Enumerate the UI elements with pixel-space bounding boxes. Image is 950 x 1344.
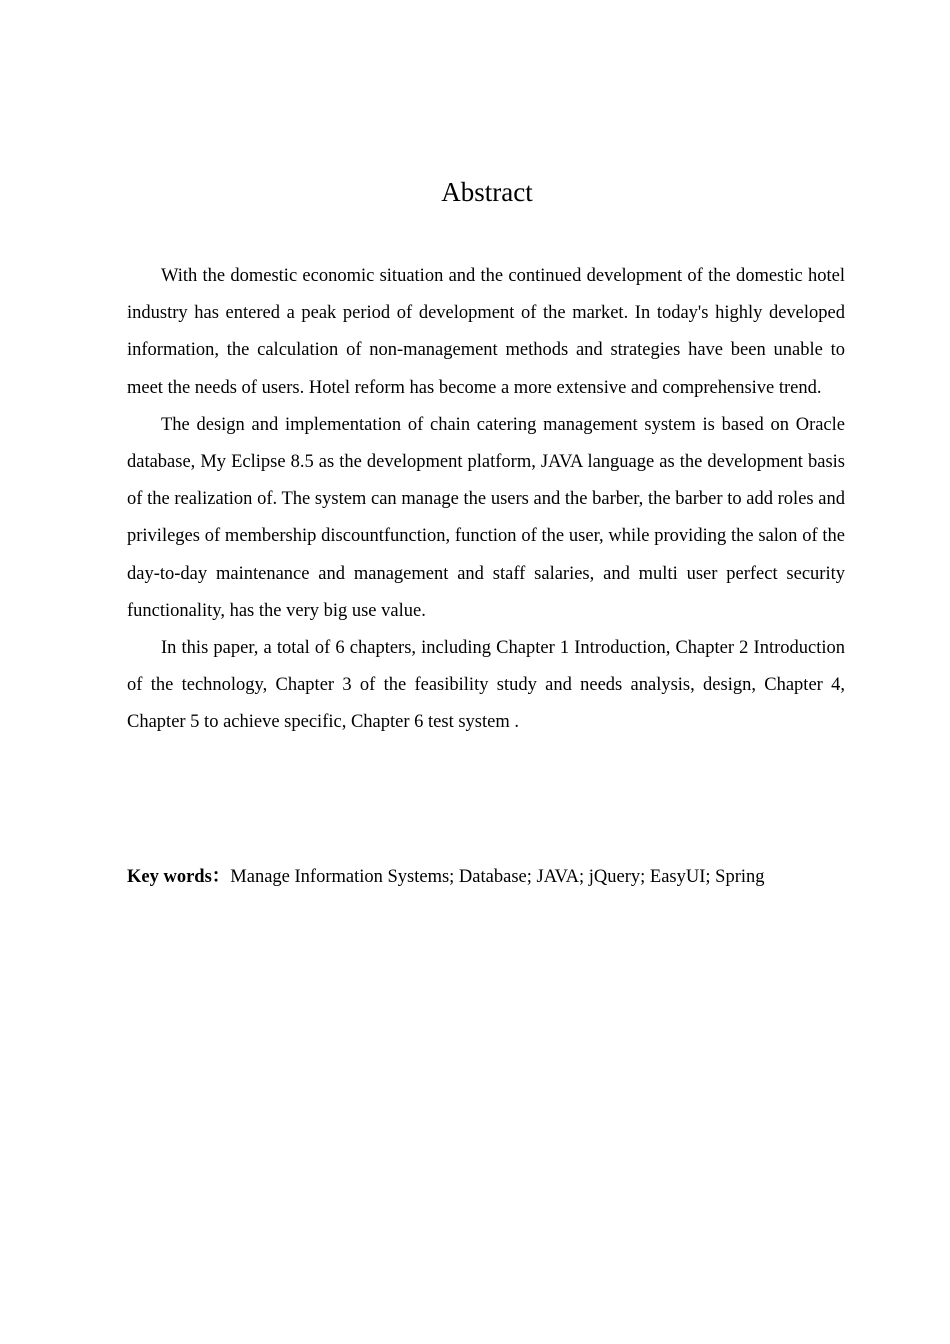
abstract-body (127, 258, 845, 742)
keywords-label: Key words： (127, 867, 231, 887)
keywords-value: Manage Information Systems; Database; JAVA; jQuery; EasyUI; Spring (230, 867, 765, 887)
abstract-paragraph-1: With the domestic economic situation and the continued development of the domestic hotel industry has entered a peak period of development of the market. In today's highly developed information, the calculation of non-management methods and strategies have been unable to meet the needs of users. Hotel reform has become a more extensive and comprehensive trend. (127, 266, 845, 398)
abstract-paragraph-2: The design and implementation of chain catering management system is based on Oracle database, My Eclipse 8.5 as the development platform, JAVA language as the development basis of the realization of. The system can manage the users and the barber, the barber to add roles and privileges of membership discountfunction, function of the user, while providing the salon of the day-to-day maintenance and management and staff salaries, and multi user perfect security functionality, has the very big use value. (127, 414, 845, 621)
page-title: Abstract (441, 177, 533, 207)
keywords-line (127, 859, 845, 896)
abstract-paragraph-3: In this paper, a total of 6 chapters, including Chapter 1 Introduction, Chapter 2 Introduction of the technology, Chapter 3 of the feasibility study and needs analysis, design, Chapter 4, Chapter 5 to achieve specific, Chapter 6 test system . (127, 638, 845, 733)
